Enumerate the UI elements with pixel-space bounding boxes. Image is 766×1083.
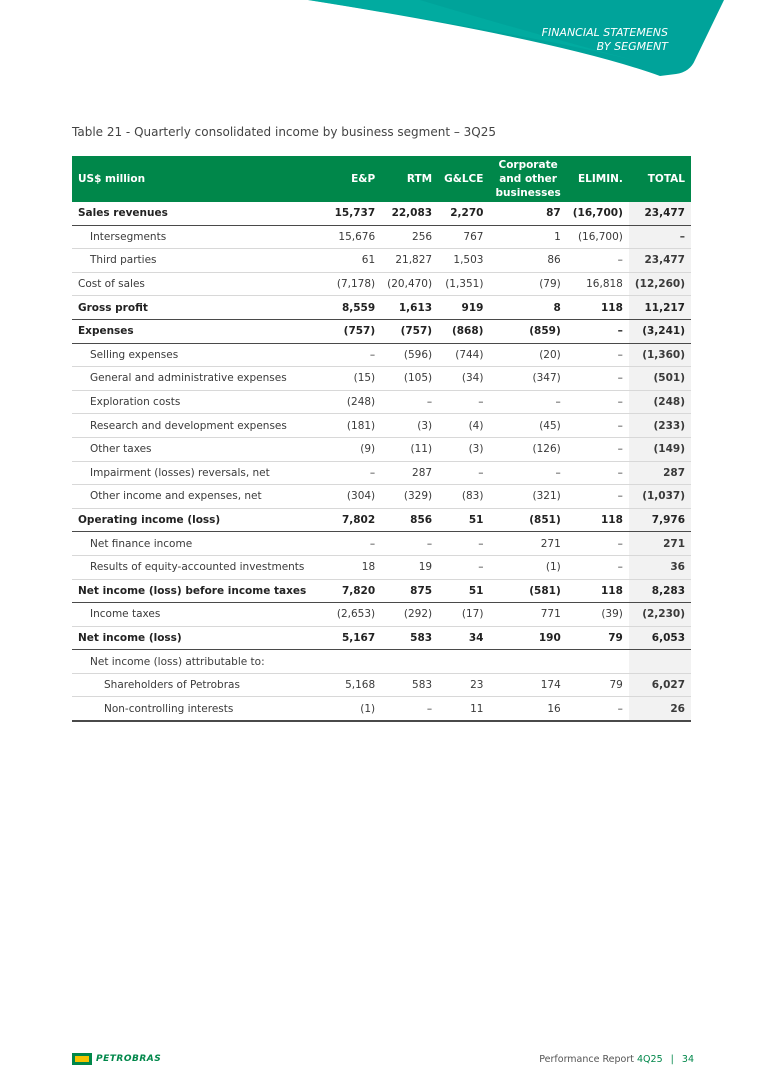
cell-value: 79 — [567, 673, 629, 697]
cell-value: 8,559 — [329, 296, 382, 320]
cell-value: – — [438, 555, 489, 579]
cell-value: (3) — [438, 437, 489, 461]
cell-value: (233) — [629, 414, 691, 438]
row-label: Net income (loss) attributable to: — [72, 650, 329, 674]
cell-value: 1,503 — [438, 249, 489, 273]
cell-value: – — [381, 390, 438, 414]
cell-value: (744) — [438, 343, 489, 367]
cell-value: 583 — [381, 673, 438, 697]
cell-value: (181) — [329, 414, 382, 438]
cell-value: – — [567, 437, 629, 461]
cell-value: (34) — [438, 367, 489, 391]
cell-value: 287 — [629, 461, 691, 485]
row-label: Income taxes — [72, 603, 329, 627]
table-row — [72, 272, 691, 296]
table-row — [72, 673, 691, 697]
cell-value: – — [329, 343, 382, 367]
cell-value: 16,818 — [567, 272, 629, 296]
cell-value: (105) — [381, 367, 438, 391]
cell-value: – — [329, 461, 382, 485]
cell-value: 1,613 — [381, 296, 438, 320]
cell-value — [567, 650, 629, 674]
cell-value: (501) — [629, 367, 691, 391]
cell-value: (757) — [329, 319, 382, 343]
cell-value: – — [567, 485, 629, 509]
cell-value: 583 — [381, 626, 438, 650]
cell-value — [381, 650, 438, 674]
cell-value: (1) — [489, 555, 566, 579]
row-label: Net income (loss) before income taxes — [72, 579, 329, 603]
cell-value: (757) — [381, 319, 438, 343]
cell-value: 21,827 — [381, 249, 438, 273]
cell-value: 11 — [438, 697, 489, 721]
row-label: Shareholders of Petrobras — [72, 673, 329, 697]
cell-value: 174 — [489, 673, 566, 697]
col-header-corporate: Corporate and other businesses — [489, 156, 566, 202]
cell-value: 118 — [567, 508, 629, 532]
table-row — [72, 319, 691, 343]
footer-page-info — [539, 1054, 694, 1065]
cell-value — [438, 650, 489, 674]
cell-value: (149) — [629, 437, 691, 461]
section-heading-line1: FINANCIAL STATEMENS — [541, 26, 668, 39]
table-row — [72, 508, 691, 532]
col-header-label: US$ million — [72, 156, 329, 202]
table-row — [72, 532, 691, 556]
table-row — [72, 603, 691, 627]
cell-value: 26 — [629, 697, 691, 721]
cell-value: (3,241) — [629, 319, 691, 343]
cell-value: 256 — [381, 225, 438, 249]
table-row — [72, 485, 691, 509]
header-banner — [0, 0, 766, 80]
report-quarter: 4Q25 — [637, 1054, 663, 1065]
cell-value: 23,477 — [629, 202, 691, 225]
cell-value: (11) — [381, 437, 438, 461]
cell-value: 86 — [489, 249, 566, 273]
cell-value: – — [567, 390, 629, 414]
cell-value: (16,700) — [567, 225, 629, 249]
cell-value: 7,820 — [329, 579, 382, 603]
cell-value: – — [438, 532, 489, 556]
cell-value: (16,700) — [567, 202, 629, 225]
cell-value: 7,976 — [629, 508, 691, 532]
cell-value: – — [489, 461, 566, 485]
table-row — [72, 555, 691, 579]
cell-value: – — [567, 249, 629, 273]
footer-logo — [72, 1053, 161, 1065]
row-label: Expenses — [72, 319, 329, 343]
cell-value: 8,283 — [629, 579, 691, 603]
row-label: Impairment (losses) reversals, net — [72, 461, 329, 485]
table-row — [72, 225, 691, 249]
row-label: Exploration costs — [72, 390, 329, 414]
cell-value: 22,083 — [381, 202, 438, 225]
income-table — [72, 156, 691, 722]
cell-value: – — [381, 532, 438, 556]
row-label: Net income (loss) — [72, 626, 329, 650]
cell-value — [489, 650, 566, 674]
petrobras-br-icon — [72, 1053, 92, 1065]
cell-value: (17) — [438, 603, 489, 627]
cell-value: – — [329, 532, 382, 556]
table-row — [72, 437, 691, 461]
cell-value: (39) — [567, 603, 629, 627]
table-row — [72, 202, 691, 225]
page-number: 34 — [681, 1054, 694, 1065]
cell-value: – — [567, 532, 629, 556]
cell-value: – — [381, 697, 438, 721]
row-label: Operating income (loss) — [72, 508, 329, 532]
cell-value: 15,676 — [329, 225, 382, 249]
cell-value: (2,653) — [329, 603, 382, 627]
cell-value: – — [629, 225, 691, 249]
cell-value: (83) — [438, 485, 489, 509]
cell-value: (1,360) — [629, 343, 691, 367]
cell-value: 919 — [438, 296, 489, 320]
report-label: Performance Report — [539, 1054, 634, 1065]
cell-value: 18 — [329, 555, 382, 579]
cell-value: 856 — [381, 508, 438, 532]
cell-value: (7,178) — [329, 272, 382, 296]
cell-value — [629, 650, 691, 674]
cell-value: 1 — [489, 225, 566, 249]
table-row — [72, 579, 691, 603]
cell-value: 6,027 — [629, 673, 691, 697]
col-header-rtm: RTM — [381, 156, 438, 202]
table-row — [72, 343, 691, 367]
cell-value: (79) — [489, 272, 566, 296]
cell-value: 34 — [438, 626, 489, 650]
cell-value: (329) — [381, 485, 438, 509]
table-row — [72, 414, 691, 438]
cell-value: 118 — [567, 579, 629, 603]
cell-value: 2,270 — [438, 202, 489, 225]
table-header-row — [72, 156, 691, 202]
cell-value: 7,802 — [329, 508, 382, 532]
row-label: Results of equity-accounted investments — [72, 555, 329, 579]
cell-value: (1,037) — [629, 485, 691, 509]
cell-value: – — [567, 461, 629, 485]
row-label: Other income and expenses, net — [72, 485, 329, 509]
table-row — [72, 249, 691, 273]
row-label: Other taxes — [72, 437, 329, 461]
footer-separator: | — [670, 1054, 674, 1065]
cell-value: – — [567, 319, 629, 343]
cell-value: 767 — [438, 225, 489, 249]
row-label: General and administrative expenses — [72, 367, 329, 391]
table-body — [72, 202, 691, 721]
cell-value: (581) — [489, 579, 566, 603]
cell-value: – — [567, 414, 629, 438]
cell-value: (859) — [489, 319, 566, 343]
cell-value: 5,167 — [329, 626, 382, 650]
cell-value: 8 — [489, 296, 566, 320]
row-label: Selling expenses — [72, 343, 329, 367]
row-label: Cost of sales — [72, 272, 329, 296]
cell-value: (1,351) — [438, 272, 489, 296]
cell-value: (1) — [329, 697, 382, 721]
cell-value: 190 — [489, 626, 566, 650]
cell-value: – — [567, 697, 629, 721]
cell-value: – — [438, 461, 489, 485]
cell-value: (20) — [489, 343, 566, 367]
cell-value: (126) — [489, 437, 566, 461]
row-label: Third parties — [72, 249, 329, 273]
cell-value: (248) — [629, 390, 691, 414]
cell-value: 16 — [489, 697, 566, 721]
cell-value: (15) — [329, 367, 382, 391]
cell-value: 6,053 — [629, 626, 691, 650]
cell-value: 11,217 — [629, 296, 691, 320]
cell-value: 19 — [381, 555, 438, 579]
cell-value: – — [438, 390, 489, 414]
table-row — [72, 296, 691, 320]
table-row — [72, 367, 691, 391]
cell-value: 875 — [381, 579, 438, 603]
cell-value: (45) — [489, 414, 566, 438]
section-heading-line2: BY SEGMENT — [596, 40, 668, 53]
cell-value: (9) — [329, 437, 382, 461]
cell-value: (321) — [489, 485, 566, 509]
table-row — [72, 697, 691, 721]
cell-value: (2,230) — [629, 603, 691, 627]
cell-value: 287 — [381, 461, 438, 485]
cell-value: 36 — [629, 555, 691, 579]
cell-value: – — [567, 343, 629, 367]
cell-value: (851) — [489, 508, 566, 532]
cell-value: – — [489, 390, 566, 414]
cell-value: 51 — [438, 579, 489, 603]
row-label: Gross profit — [72, 296, 329, 320]
logo-text: PETROBRAS — [96, 1054, 162, 1064]
cell-value: – — [567, 367, 629, 391]
cell-value: 79 — [567, 626, 629, 650]
cell-value: 271 — [629, 532, 691, 556]
cell-value: 5,168 — [329, 673, 382, 697]
cell-value: 271 — [489, 532, 566, 556]
row-label: Intersegments — [72, 225, 329, 249]
cell-value: 23 — [438, 673, 489, 697]
cell-value: 15,737 — [329, 202, 382, 225]
table-row — [72, 461, 691, 485]
row-label: Sales revenues — [72, 202, 329, 225]
cell-value: (292) — [381, 603, 438, 627]
cell-value: 23,477 — [629, 249, 691, 273]
col-header-glce: G&LCE — [438, 156, 489, 202]
col-header-ep: E&P — [329, 156, 382, 202]
cell-value: 118 — [567, 296, 629, 320]
cell-value: (20,470) — [381, 272, 438, 296]
cell-value: 771 — [489, 603, 566, 627]
table-row — [72, 626, 691, 650]
col-header-total: TOTAL — [629, 156, 691, 202]
table-row — [72, 390, 691, 414]
cell-value: (868) — [438, 319, 489, 343]
table-title: Table 21 - Quarterly consolidated income by business segment – 3Q25 — [72, 125, 497, 139]
cell-value: (304) — [329, 485, 382, 509]
cell-value: (596) — [381, 343, 438, 367]
cell-value: (4) — [438, 414, 489, 438]
section-heading — [542, 26, 668, 54]
cell-value: (12,260) — [629, 272, 691, 296]
row-label: Non-controlling interests — [72, 697, 329, 721]
cell-value: 87 — [489, 202, 566, 225]
cell-value: 51 — [438, 508, 489, 532]
cell-value: (248) — [329, 390, 382, 414]
table-row — [72, 650, 691, 674]
cell-value: (3) — [381, 414, 438, 438]
row-label: Net finance income — [72, 532, 329, 556]
cell-value — [329, 650, 382, 674]
col-header-elimin: ELIMIN. — [567, 156, 629, 202]
row-label: Research and development expenses — [72, 414, 329, 438]
cell-value: 61 — [329, 249, 382, 273]
cell-value: – — [567, 555, 629, 579]
cell-value: (347) — [489, 367, 566, 391]
